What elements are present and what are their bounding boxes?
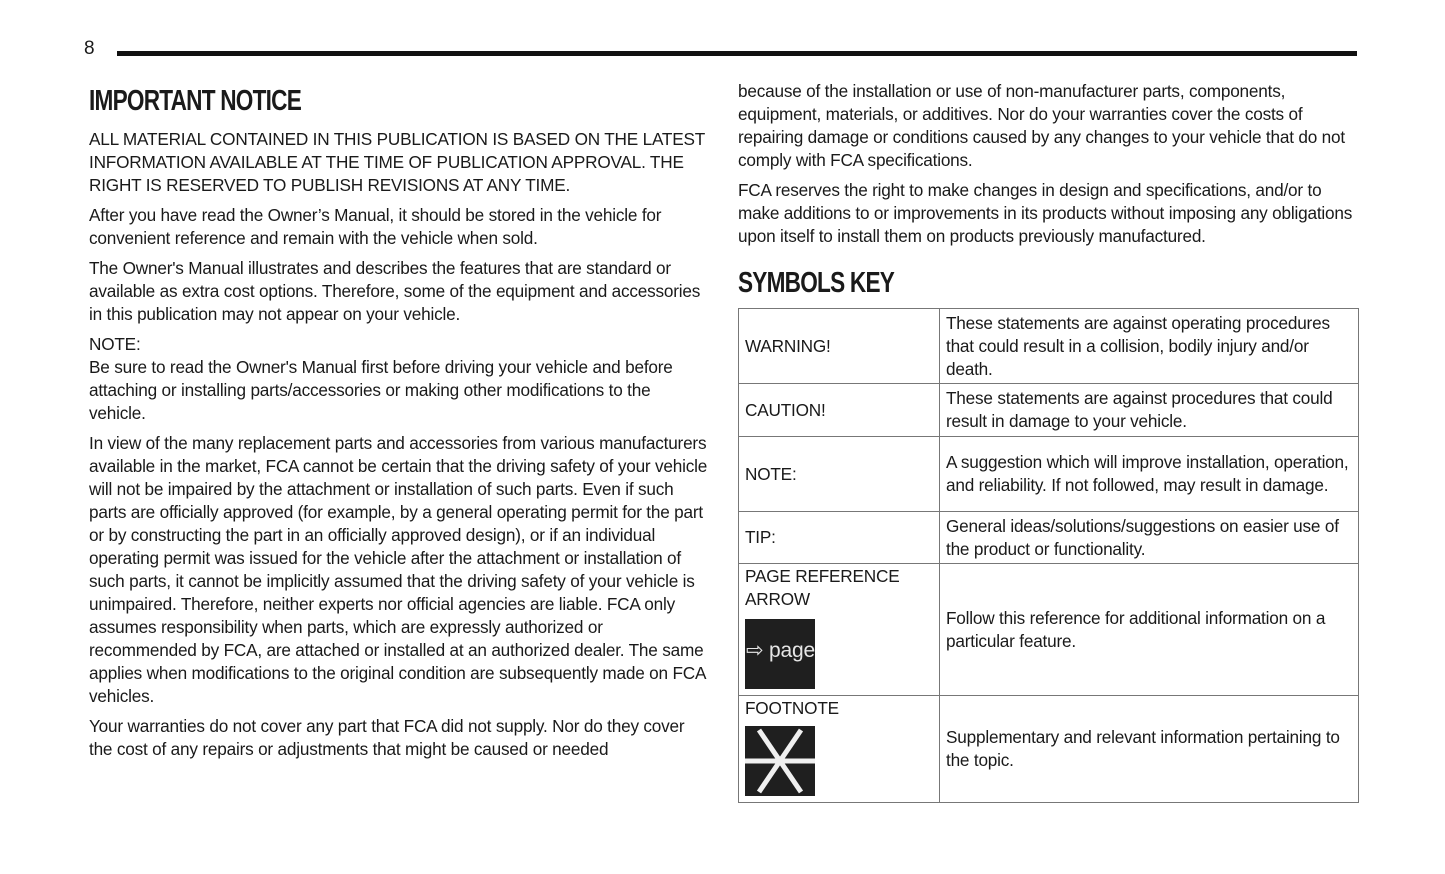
symbols-key-title: SYMBOLS KEY: [738, 267, 895, 299]
symbol-description: Supplementary and relevant information pertaining to the topic.: [940, 696, 1359, 803]
symbol-term: CAUTION!: [739, 384, 940, 437]
notice-paragraph: The Owner's Manual illustrates and describes the features that are standard or available as extra cost options. Therefore, some of the equipment and accessories in this publication may not appear on your vehicle.: [89, 258, 701, 324]
notice-continued-paragraph: because of the installation or use of non-manufacturer parts, components, equipment, materials, or additives. Nor do your warranties cover the costs of repairing damage or conditions caused by any changes to your vehicle that do not comply with FCA specifications.: [738, 81, 1345, 170]
symbol-term: NOTE:: [739, 437, 940, 512]
note-paragraph: Your warranties do not cover any part that FCA did not supply. Nor do they cover the cost of any repairs or adjustments that might be caused or needed: [89, 716, 685, 759]
page-reference-arrow-icon: [745, 619, 815, 689]
symbol-description: These statements are against procedures that could result in damage to your vehicle.: [940, 384, 1359, 437]
symbol-term-cell: [739, 564, 940, 696]
table-row: [739, 384, 1359, 437]
note-label: NOTE:: [89, 334, 141, 354]
notice-paragraph: ALL MATERIAL CONTAINED IN THIS PUBLICATION IS BASED ON THE LATEST INFORMATION AVAILABLE AT THE TIME OF PUBLICATION APPROVAL. THE RIGHT IS RESERVED TO PUBLISH REVISIONS AT ANY TIME.: [89, 129, 705, 195]
symbol-term: PAGE REFERENCE ARROW: [745, 566, 900, 609]
symbol-term: WARNING!: [739, 309, 940, 384]
page-reference-icon-text: ⇨ page: [746, 639, 815, 662]
symbol-description: Follow this reference for additional information on a particular feature.: [940, 564, 1359, 696]
table-row: [739, 564, 1359, 696]
note-paragraph: In view of the many replacement parts and accessories from various manufacturers available in the market, FCA cannot be certain that the driving safety of your vehicle will not be impaired by the attachment or installation of such parts. Even if such parts are officially approved (for example, by a general operating permit for the part or by constructing the part in an officially approved design), or if an individual operating permit was issued for the vehicle after the attachment or installation of such parts, it cannot be implicitly assumed that the driving safety of your vehicle is unimpaired. Therefore, neither experts nor official agencies are liable. FCA only assumes responsibility when parts, which are expressly authorized or recommended by FCA, are attached or installed at an authorized dealer. The same applies when modifications to the original condition are subsequently made on FCA vehicles.: [89, 433, 708, 706]
table-row: [739, 437, 1359, 512]
symbol-term-cell: [739, 696, 940, 803]
notice-paragraph: After you have read the Owner’s Manual, it should be stored in the vehicle for convenient reference and remain with the vehicle when sold.: [89, 205, 662, 248]
left-column: [89, 80, 709, 768]
table-row: [739, 696, 1359, 803]
symbol-description: A suggestion which will improve installation, operation, and reliability. If not followed, may result in damage.: [940, 437, 1359, 512]
symbol-term: FOOTNOTE: [745, 698, 839, 718]
asterisk-icon: [745, 726, 815, 796]
table-row: [739, 512, 1359, 564]
symbol-term: TIP:: [739, 512, 940, 564]
header-rule: [117, 51, 1357, 56]
table-row: [739, 309, 1359, 384]
symbol-description: General ideas/solutions/suggestions on easier use of the product or functionality.: [940, 512, 1359, 564]
symbol-description: These statements are against operating procedures that could result in a collision, bodily injury and/or death.: [940, 309, 1359, 384]
notice-paragraph: FCA reserves the right to make changes in design and specifications, and/or to make additions to or improvements in its products without imposing any obligations upon itself to install them on products previously manufactured.: [738, 180, 1353, 246]
right-column: [738, 80, 1360, 803]
note-paragraph: Be sure to read the Owner's Manual first before driving your vehicle and before attaching or installing parts/accessories or making other modifications to the vehicle.: [89, 357, 673, 423]
symbols-key-table: [738, 308, 1359, 803]
page-number: 8: [84, 38, 95, 59]
important-notice-title: IMPORTANT NOTICE: [89, 85, 302, 117]
